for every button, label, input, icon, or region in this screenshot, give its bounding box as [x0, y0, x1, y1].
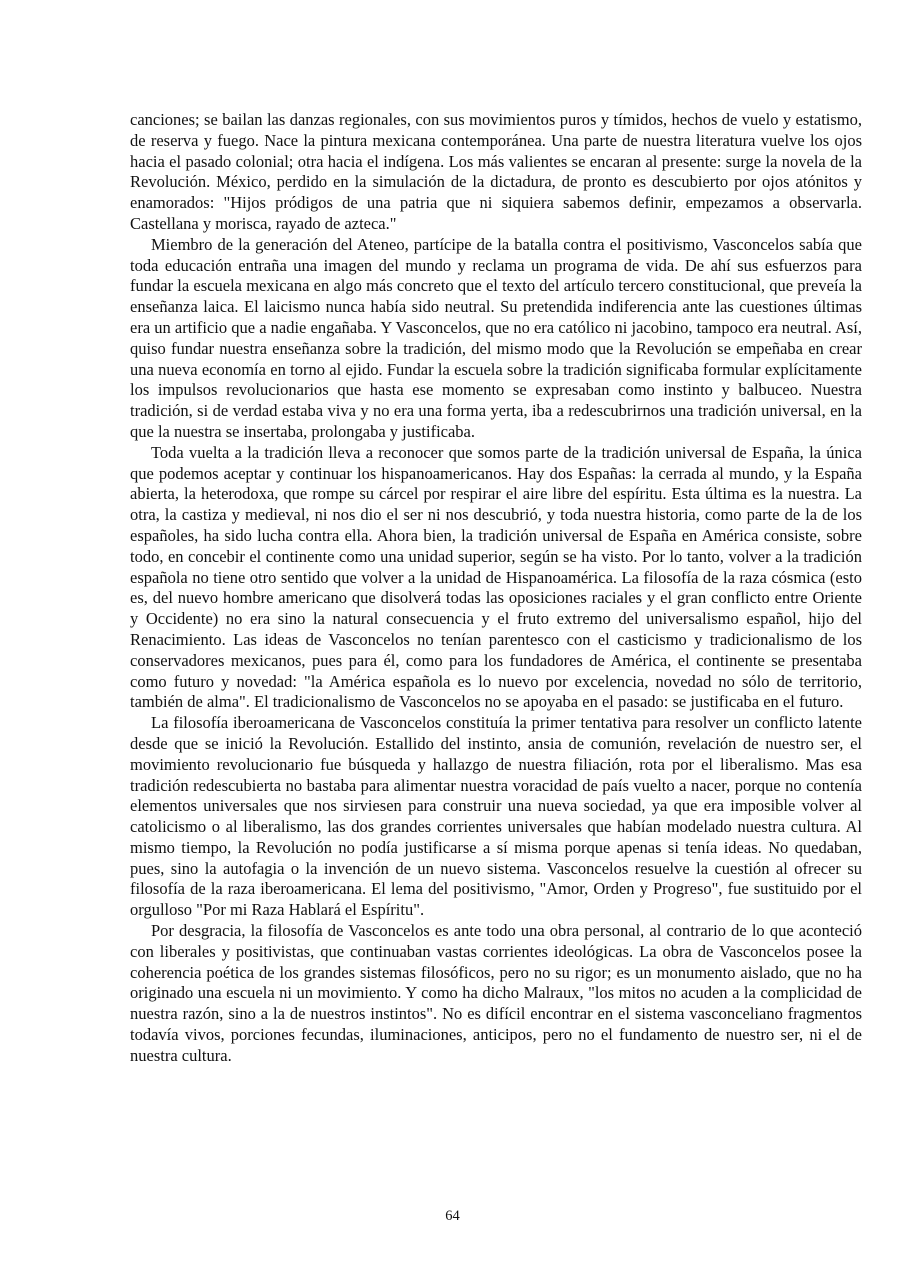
page-body — [130, 110, 862, 1067]
paragraph-filosofia-iberoamericana: La filosofía iberoamericana de Vasconcelos constituía la primer tentativa para resolver un conflicto latente desde que se inició la Revolución. Estallido del instinto, ansia de comunión, revelación de nuestro ser, el movimiento revolucionario fue búsqueda y hallazgo de nuestra filiación, rota por el liberalismo. Mas esa tradición redescubierta no bastaba para alimentar nuestra voracidad de país vuelto a nacer, porque no contenía elementos universales que nos sirviesen para construir una nueva sociedad, ya que era imposible volver al catolicismo o al liberalismo, las dos grandes corrientes universales que habían modelado nuestra cultura. Al mismo tiempo, la Revolución no podía justificarse a sí misma porque apenas si tenía ideas. No quedaban, pues, sino la autofagia o la invención de un nuevo sistema. Vasconcelos resuelve la cuestión al ofrecer su filosofía de la raza iberoamericana. El lema del positivismo, "Amor, Orden y Progreso", fue sustituido por el orgulloso "Por mi Raza Hablará el Espíritu". — [130, 713, 862, 920]
paragraph-ateneo: Miembro de la generación del Ateneo, partícipe de la batalla contra el positivismo, Vasconcelos sabía que toda educación entraña una imagen del mundo y reclama un programa de vida. De ahí sus esfuerzos para fundar la escuela mexicana en algo más concreto que el texto del artículo tercero constitucional, que preveía la enseñanza laica. El laicismo nunca había sido neutral. Su pretendida indiferencia ante las cuestiones últimas era un artificio que a nadie engañaba. Y Vasconcelos, que no era católico ni jacobino, tampoco era neutral. Así, quiso fundar nuestra enseñanza sobre la tradición, del mismo modo que la Revolución se empeñaba en crear una nueva economía en torno al ejido. Fundar la escuela sobre la tradición significaba formular explícitamente los impulsos revolucionarios que hasta ese momento se expresaban como instinto y balbuceo. Nuestra tradición, si de verdad estaba viva y no era una forma yerta, iba a redescubrirnos una tradición universal, en la que la nuestra se insertaba, prolongaba y justificaba. — [130, 234, 862, 441]
paragraph-obra-personal: Por desgracia, la filosofía de Vasconcelos es ante todo una obra personal, al contrario de lo que aconteció con liberales y positivistas, que continuaban vastas corrientes ideológicas. La obra de Vasconcelos posee la coherencia poética de los grandes sistemas filosóficos, pero no su rigor; es un monumento aislado, que no ha originado una escuela ni un movimiento. Y como ha dicho Malraux, "los mitos no acuden a la complicidad de nuestra razón, sino a la de nuestros instintos". No es difícil encontrar en el sistema vasconceliano fragmentos todavía vivos, porciones fecundas, iluminaciones, anticipos, pero no el fundamento de nuestro ser, ni el de nuestra cultura. — [130, 921, 862, 1065]
paragraph-tradicion-espana: Toda vuelta a la tradición lleva a reconocer que somos parte de la tradición universal de España, la única que podemos aceptar y continuar los hispanoamericanos. Hay dos Españas: la cerrada al mundo, y la España abierta, la heterodoxa, que rompe su cárcel por respirar el aire libre del espíritu. Esta última es la nuestra. La otra, la castiza y medieval, ni nos dio el ser ni nos descubrió, y toda nuestra historia, como parte de la de los españoles, ha sido lucha contra ella. Ahora bien, la tradición universal de España en América consiste, sobre todo, en concebir el continente como una unidad superior, según se ha visto. Por lo tanto, volver a la tradición española no tiene otro sentido que volver a la unidad de Hispanoamérica. La filosofía de la raza cósmica (esto es, del nuevo hombre americano que disolverá todas las oposiciones raciales y el gran conflicto entre Oriente y Occidente) no era sino la natural consecuencia y el fruto extremo del universalismo español, hijo del Renacimiento. Las ideas de Vasconcelos no tenían parentesco con el casticismo y tradicionalismo de los conservadores mexicanos, pues para él, como para los fundadores de América, el continente se presentaba como futuro y novedad: "la América española es lo nuevo por excelencia, novedad no sólo de territorio, también de alma". El tradicionalismo de Vasconcelos no se apoyaba en el pasado: se justificaba en el futuro. — [130, 442, 862, 712]
paragraph-continued: canciones; se bailan las danzas regionales, con sus movimientos puros y tímidos, hechos de vuelo y estatismo, de reserva y fuego. Nace la pintura mexicana contemporánea. Una parte de nuestra literatura vuelve los ojos hacia el pasado colonial; otra hacia el indígena. Los más valientes se encaran al presente: surge la novela de la Revolución. México, perdido en la simulación de la dictadura, de pronto es descubierto por ojos atónitos y enamorados: "Hijos pródigos de una patria que ni siquiera sabemos definir, empezamos a observarla. Castellana y morisca, rayado de azteca." — [130, 110, 862, 233]
page-number: 64 — [445, 1208, 460, 1224]
